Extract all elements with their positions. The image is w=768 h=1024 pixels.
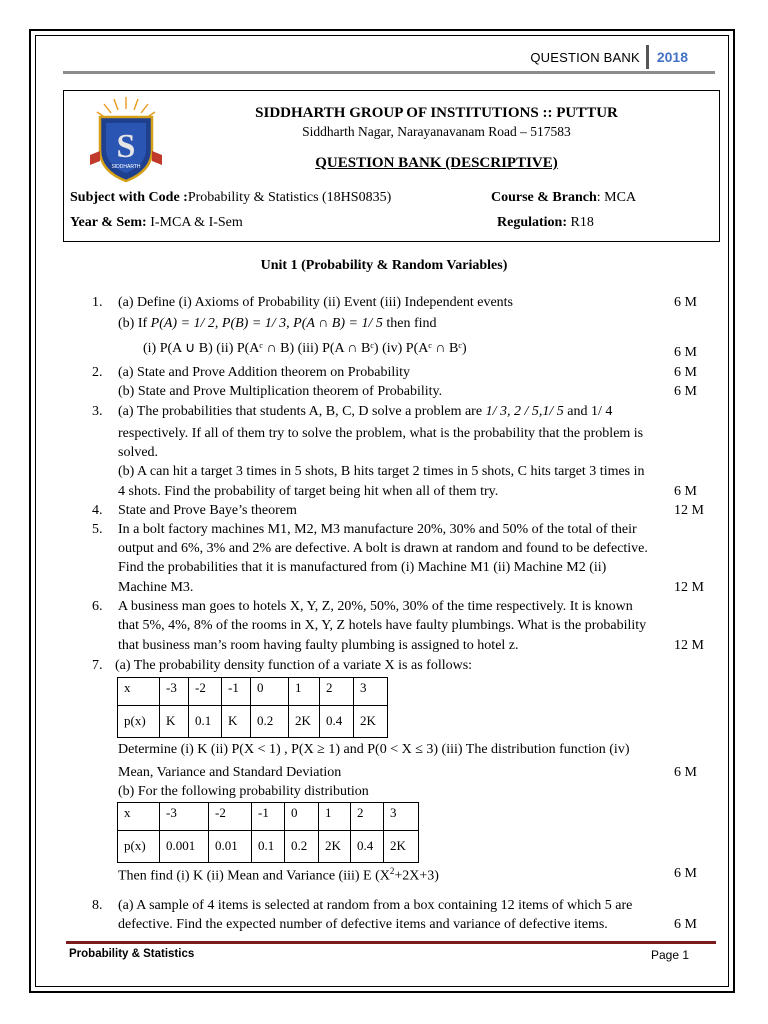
question-number: 7. bbox=[92, 658, 103, 673]
question-text: respectively. If all of them try to solve the problem, what is the probability that the problem is bbox=[118, 426, 644, 441]
question-number: 8. bbox=[92, 898, 103, 913]
question-text: (b) A can hit a target 3 times in 5 shots, B hits target 2 times in 5 shots, C hits target 3 times in bbox=[118, 464, 645, 479]
header-separator bbox=[646, 45, 649, 69]
question-text: (b) State and Prove Multiplication theorem of Probability. bbox=[118, 384, 443, 399]
institution-box bbox=[63, 90, 720, 242]
question-marks: 6 M bbox=[674, 345, 697, 360]
question-marks: 6 M bbox=[674, 365, 697, 380]
institution-name: SIDDHARTH GROUP OF INSTITUTIONS :: PUTTUR bbox=[255, 105, 618, 121]
question-text: solved. bbox=[118, 445, 159, 460]
question-marks: 12 M bbox=[674, 638, 704, 653]
institution-address: Siddharth Nagar, Narayanavanam Road – 517583 bbox=[302, 124, 571, 139]
question-text: In a bolt factory machines M1, M2, M3 manufacture 20%, 30% and 50% of the total of their bbox=[118, 522, 637, 537]
question-text: defective. Find the expected number of defective items and variance of defective items. bbox=[118, 917, 608, 932]
question-text: (a) The probability density function of a variate X is as follows: bbox=[115, 658, 473, 673]
table-row: p(x) K 0.1 K 0.2 2K 0.4 2K bbox=[118, 706, 388, 738]
question-text: (b) If P(A) = 1/ 2, P(B) = 1/ 3, P(A ∩ B) = 1/ 5 then find bbox=[118, 316, 437, 331]
question-text: (a) State and Prove Addition theorem on Probability bbox=[118, 365, 411, 380]
question-marks: 6 M bbox=[674, 765, 697, 780]
question-number: 6. bbox=[92, 599, 103, 614]
table-row: x -3 -2 -1 0 1 2 3 bbox=[118, 803, 419, 831]
question-marks: 6 M bbox=[674, 295, 697, 310]
footer-rule bbox=[66, 941, 716, 944]
question-text: Machine M3. bbox=[118, 580, 194, 595]
question-text: that business man’s room having faulty plumbing is assigned to hotel z. bbox=[118, 638, 519, 653]
svg-text:S: S bbox=[116, 128, 136, 165]
question-marks: 12 M bbox=[674, 503, 704, 518]
question-marks: 6 M bbox=[674, 384, 697, 399]
question-number: 4. bbox=[92, 503, 103, 518]
table-row: x -3 -2 -1 0 1 2 3 bbox=[118, 678, 388, 706]
question-text: Mean, Variance and Standard Deviation bbox=[118, 765, 342, 780]
question-subparts: (i) P(A ∪ B) (ii) P(Aᶜ ∩ B) (iii) P(A ∩ Bᶜ) (iv) P(Aᶜ ∩ Bᶜ) bbox=[143, 341, 467, 356]
question-number: 1. bbox=[92, 295, 103, 310]
question-text: State and Prove Baye’s theorem bbox=[118, 503, 297, 518]
svg-text:SIDDHARTH: SIDDHARTH bbox=[111, 164, 141, 170]
table-row: p(x) 0.001 0.01 0.1 0.2 2K 0.4 2K bbox=[118, 831, 419, 863]
footer-subject: Probability & Statistics bbox=[69, 948, 195, 960]
distribution-table-b bbox=[117, 802, 419, 863]
page-header bbox=[530, 45, 688, 69]
course-field: Course & Branch: MCA bbox=[491, 190, 637, 205]
header-year: 2018 bbox=[656, 49, 688, 65]
question-text: (a) The probabilities that students A, B, C, D solve a problem are 1/ 3, 2 / 5,1/ 5 and 1/ 4 bbox=[118, 404, 613, 419]
document-title: QUESTION BANK (DESCRIPTIVE) bbox=[315, 155, 558, 171]
question-number: 3. bbox=[92, 404, 103, 419]
question-number: 2. bbox=[92, 365, 103, 380]
question-number: 5. bbox=[92, 522, 103, 537]
year-sem-field: Year & Sem: I-MCA & I-Sem bbox=[70, 215, 243, 230]
question-text: that 5%, 4%, 8% of the rooms in X, Y, Z hotels have faulty plumbings. What is the probability bbox=[118, 618, 647, 633]
header-rule bbox=[63, 71, 715, 74]
question-text: (a) Define (i) Axioms of Probability (ii) Event (iii) Independent events bbox=[118, 295, 514, 310]
regulation-field: Regulation: R18 bbox=[497, 215, 594, 230]
header-label: QUESTION BANK bbox=[530, 49, 640, 65]
question-marks: 12 M bbox=[674, 580, 704, 595]
footer-page-number: Page 1 bbox=[651, 948, 690, 962]
unit-title: Unit 1 (Probability & Random Variables) bbox=[260, 258, 508, 273]
question-text: Then find (i) K (ii) Mean and Variance (iii) E $(X^2+2X+3)$ bbox=[118, 866, 439, 884]
question-text: (b) For the following probability distribution bbox=[118, 784, 369, 799]
question-text: Find the probabilities that it is manufactured from (i) Machine M1 (ii) Machine M2 (ii) bbox=[118, 560, 607, 575]
subject-field: Subject with Code :Probability & Statistics (18HS0835) bbox=[70, 190, 392, 205]
question-text: Determine (i) K (ii) P(X < 1) , P(X ≥ 1) and P(0 < X ≤ 3) (iii) The distribution function (iv) bbox=[118, 742, 630, 757]
question-text: A business man goes to hotels X, Y, Z, 20%, 50%, 30% of the time respectively. It is known bbox=[118, 599, 633, 614]
question-marks: 6 M bbox=[674, 917, 697, 932]
distribution-table-a bbox=[117, 677, 388, 738]
question-marks: 6 M bbox=[674, 866, 697, 881]
question-text: (a) A sample of 4 items is selected at random from a box containing 12 items of which 5 are bbox=[118, 898, 633, 913]
question-text: output and 6%, 3% and 2% are defective. A bolt is drawn at random and found to be defective. bbox=[118, 541, 648, 556]
question-text: 4 shots. Find the probability of target being hit when all of them try. bbox=[118, 484, 499, 499]
question-marks: 6 M bbox=[674, 484, 697, 499]
